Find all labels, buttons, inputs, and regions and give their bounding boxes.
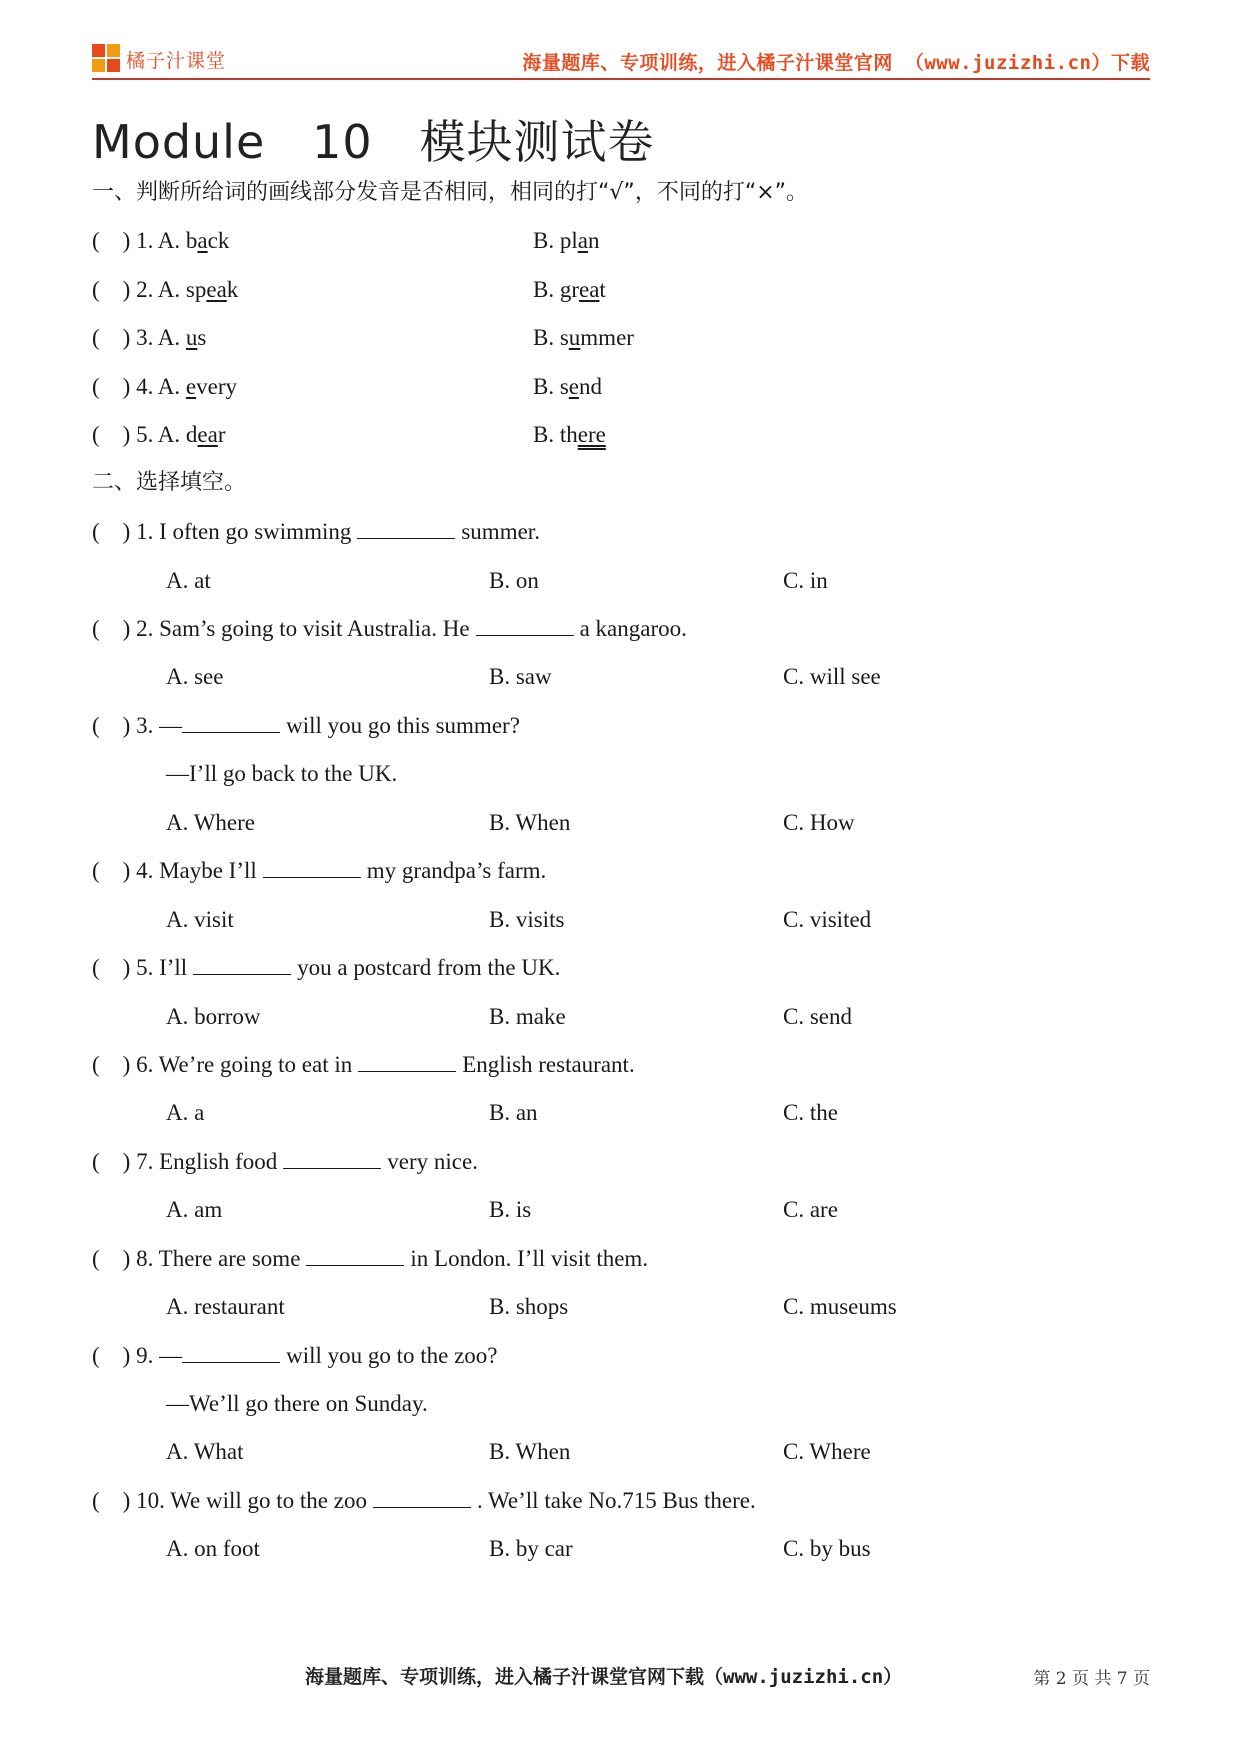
q10-option-c: C. by bus: [783, 1536, 871, 1561]
q2-option-b: B. saw: [489, 664, 552, 689]
s1-item-1-a: ( ) 1. A. back: [92, 228, 230, 253]
logo: [92, 44, 226, 74]
s1-item-5-b: B. there: [533, 422, 606, 447]
answer-blank[interactable]: [263, 858, 361, 878]
q7-stem: ( ) 7. English food very nice.: [92, 1149, 478, 1174]
footer-text: 海量题库、专项训练，进入橘子汁课堂官网下载（www.juzizhi.cn）: [305, 1666, 903, 1688]
q3-reply: —I’ll go back to the UK.: [166, 761, 398, 786]
s1-item-2-a: ( ) 2. A. speak: [92, 277, 239, 302]
answer-blank[interactable]: [283, 1149, 381, 1169]
q8-option-b: B. shops: [489, 1294, 569, 1319]
logo-text: 橘子汁课堂: [126, 49, 227, 72]
answer-blank[interactable]: [476, 616, 574, 636]
q1-option-a: A. at: [166, 568, 211, 593]
q2-option-c: C. will see: [783, 664, 881, 689]
answer-blank[interactable]: [193, 955, 291, 975]
answer-blank[interactable]: [306, 1246, 404, 1266]
q5-stem: ( ) 5. I’ll you a postcard from the UK.: [92, 955, 561, 980]
q4-option-c: C. visited: [783, 907, 872, 932]
q8-option-c: C. museums: [783, 1294, 897, 1319]
q9-option-b: B. When: [489, 1439, 571, 1464]
header-slogan: 海量题库、专项训练，进入橘子汁课堂官网 （www.juzizhi.cn）下载: [522, 52, 1150, 74]
q2-option-a: A. see: [166, 664, 224, 689]
q1-option-b: B. on: [489, 568, 539, 593]
q2-stem: ( ) 2. Sam’s going to visit Australia. He a kangaroo.: [92, 616, 687, 641]
q9-reply: —We’ll go there on Sunday.: [166, 1391, 428, 1416]
answer-blank[interactable]: [373, 1488, 471, 1508]
section2-heading: 二、选择填空。: [92, 470, 247, 495]
q7-option-c: C. are: [783, 1197, 838, 1222]
q3-option-c: C. How: [783, 810, 855, 835]
q8-stem: ( ) 8. There are some in London. I’ll visit them.: [92, 1246, 649, 1271]
q9-option-c: C. Where: [783, 1439, 871, 1464]
answer-blank[interactable]: [182, 713, 280, 733]
q5-option-c: C. send: [783, 1004, 852, 1029]
q10-stem: ( ) 10. We will go to the zoo . We’ll take No.715 Bus there.: [92, 1488, 756, 1513]
s1-item-1-b: B. plan: [533, 228, 600, 253]
s1-item-5-a: ( ) 5. A. dear: [92, 422, 226, 447]
q4-stem: ( ) 4. Maybe I’ll my grandpa’s farm.: [92, 858, 547, 883]
q10-option-b: B. by car: [489, 1536, 573, 1561]
q4-option-a: A. visit: [166, 907, 234, 932]
q8-option-a: A. restaurant: [166, 1294, 285, 1319]
q1-stem: ( ) 1. I often go swimming summer.: [92, 519, 540, 544]
q6-option-a: A. a: [166, 1100, 205, 1125]
page-header: [92, 40, 1150, 80]
s1-item-4-b: B. send: [533, 374, 603, 399]
q7-option-b: B. is: [489, 1197, 532, 1222]
section1-heading: 一、判断所给词的画线部分发音是否相同，相同的打“√”，不同的打“×”。: [92, 180, 809, 205]
s1-item-3-b: B. summer: [533, 325, 634, 350]
q3-option-b: B. When: [489, 810, 571, 835]
s1-item-2-b: B. great: [533, 277, 606, 302]
q6-option-b: B. an: [489, 1100, 538, 1125]
q4-option-b: B. visits: [489, 907, 565, 932]
q3-option-a: A. Where: [166, 810, 255, 835]
q3-stem: ( ) 3. — will you go this summer?: [92, 713, 520, 738]
page-footer: [0, 1662, 1240, 1692]
logo-icon: [92, 44, 122, 74]
q6-stem: ( ) 6. We’re going to eat in English restaurant.: [92, 1052, 635, 1077]
page-title: Module 10 模块测试卷: [92, 115, 655, 169]
q9-option-a: A. What: [166, 1439, 244, 1464]
s1-item-3-a: ( ) 3. A. us: [92, 325, 207, 350]
answer-blank[interactable]: [358, 1052, 456, 1072]
page-number: 第 2 页 共 7 页: [1033, 1669, 1150, 1689]
q6-option-c: C. the: [783, 1100, 838, 1125]
s1-item-4-a: ( ) 4. A. every: [92, 374, 238, 399]
answer-blank[interactable]: [182, 1343, 280, 1363]
q9-stem: ( ) 9. — will you go to the zoo?: [92, 1343, 498, 1368]
q5-option-a: A. borrow: [166, 1004, 261, 1029]
q7-option-a: A. am: [166, 1197, 223, 1222]
q10-option-a: A. on foot: [166, 1536, 260, 1561]
answer-blank[interactable]: [357, 519, 455, 539]
q5-option-b: B. make: [489, 1004, 566, 1029]
q1-option-c: C. in: [783, 568, 828, 593]
